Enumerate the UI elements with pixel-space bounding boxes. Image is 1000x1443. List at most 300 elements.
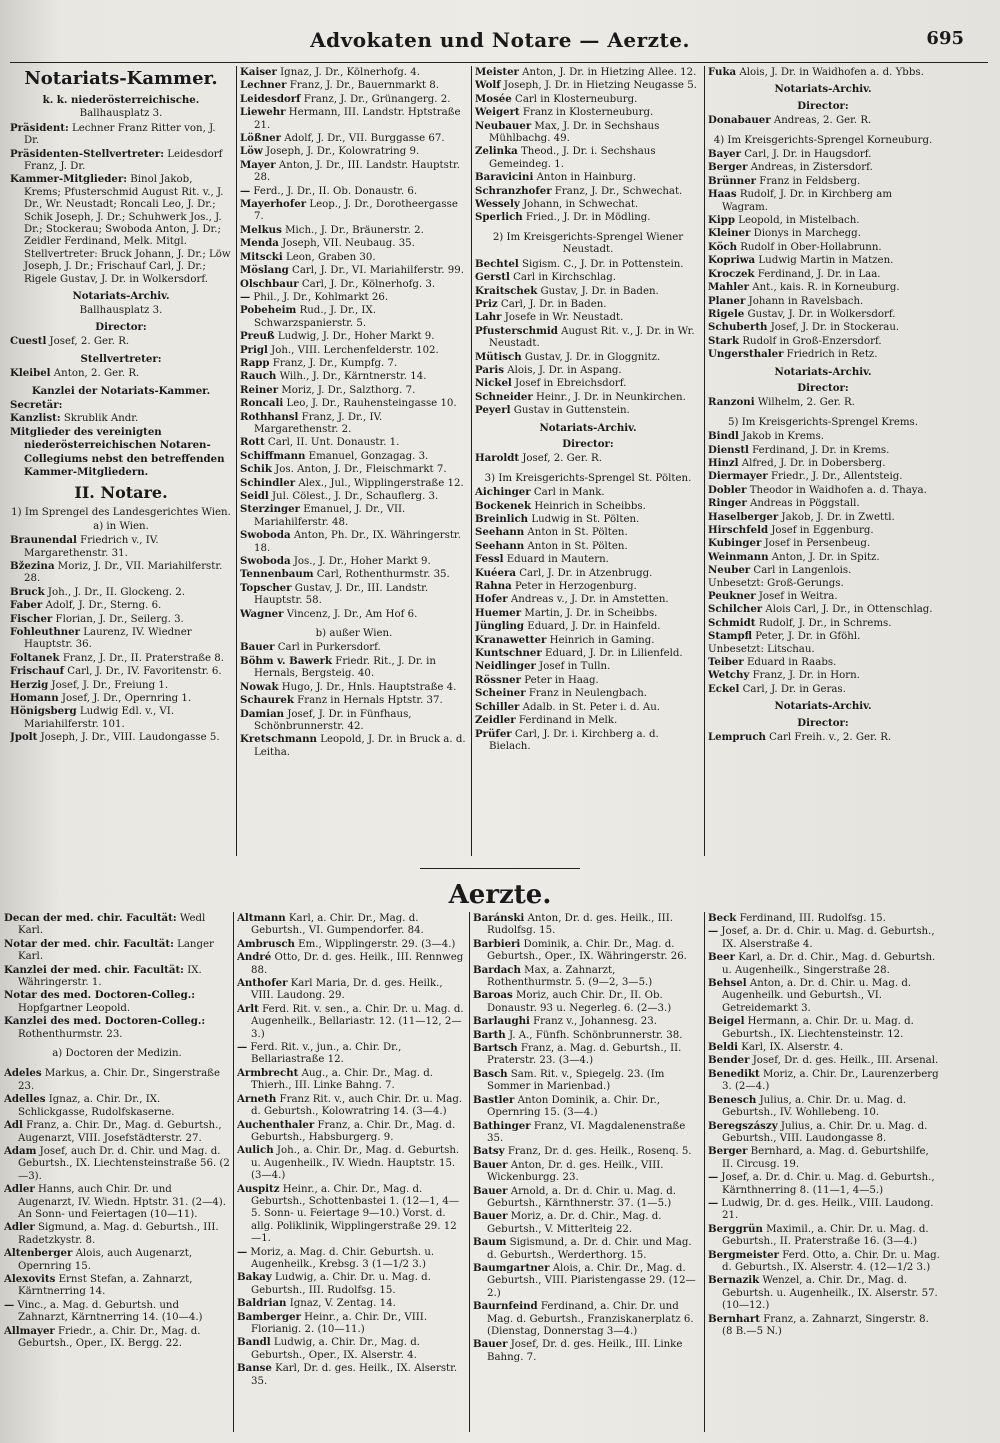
directory-entry <box>240 224 468 237</box>
directory-entry <box>240 79 468 92</box>
entry-name: Baránski <box>473 912 525 924</box>
column-aerzte-1 <box>4 912 230 1432</box>
directory-entry <box>237 938 465 951</box>
directory-entry <box>10 731 232 744</box>
entry-details: Franz in Neulengbach. <box>525 688 648 700</box>
entry-details: Langer Karl. <box>18 938 214 963</box>
entry-details: Ludwig, a. Chir. Dr. u. Mag. d. Geburtsh., III. Rudolfsg. 15. <box>251 1272 431 1296</box>
entry-details: Ferdinand, J. Dr. in Laa. <box>754 268 881 280</box>
directory-entry <box>237 1362 465 1388</box>
directory-entry <box>475 647 701 660</box>
entry-name: Mayer <box>240 158 276 171</box>
directory-entry <box>475 486 701 499</box>
directory-entry <box>240 555 468 568</box>
entry-name: Jüngling <box>475 620 525 633</box>
directory-entry <box>475 526 701 539</box>
entry-name: Möslang <box>240 264 289 277</box>
entry-name: Adler <box>4 1183 35 1196</box>
directory-entry <box>708 951 940 977</box>
entry-details: Mich., J. Dr., Bräunerstr. 2. <box>281 224 424 236</box>
entry-details: Rothenthurmstr. 23. <box>18 1028 123 1040</box>
entry-name: Faber <box>10 599 43 612</box>
directory-entry <box>240 264 468 277</box>
entry-details: Leidesdorf Franz, J. Dr. <box>24 148 223 173</box>
directory-entry <box>240 330 468 343</box>
entry-details: Franz in Feldsberg. <box>756 175 861 187</box>
entry-name: Huemer <box>475 606 522 619</box>
entry-name: Bockenek <box>475 499 532 512</box>
column-aerzte-4 <box>708 912 940 1432</box>
entry-details: Johann in Ravelsbach. <box>745 295 864 307</box>
entry-details: Franz, VI. Magdalenenstraße 35. <box>487 1120 686 1144</box>
entry-name: Haas <box>708 188 737 201</box>
entry-details: Josefe in Wr. Neustadt. <box>501 312 624 324</box>
directory-entry <box>240 450 468 463</box>
entry-details: Ferd. Rit. v. sen., a. Chir. Dr. u. Mag. d. Augenheilk., Bellariastr. 12. (11—12, 2—3.) <box>251 1003 464 1040</box>
directory-entry <box>475 567 701 580</box>
section-heading: Notariats-Kammer. <box>24 68 218 89</box>
entry-name: Jpolt <box>10 731 38 744</box>
entry-details: Alfred, J. Dr. in Dobersberg. <box>738 457 886 469</box>
directory-entry <box>473 964 701 990</box>
directory-entry <box>4 1119 230 1145</box>
directory-entry <box>240 477 468 490</box>
entry-details: Ignaz, V. Zentag. 14. <box>286 1298 396 1310</box>
centered-caption: a) Doctoren der Medizin. <box>52 1048 182 1060</box>
entry-name: Leidesdorf <box>240 92 301 105</box>
directory-entry <box>240 66 468 79</box>
directory-entry <box>4 1183 230 1221</box>
directory-entry <box>475 404 701 417</box>
entry-details: Anton, Ph. Dr., IX. Währingerstr. 18. <box>254 530 461 554</box>
entry-details: Wedl Karl. <box>18 913 206 937</box>
directory-entry <box>708 188 938 214</box>
entry-details: Heinr., a. Chir. Dr., Mag. d. Geburtsh., Schottenbastei 1. (12—1, 4—5. Sonn- u. Feiertage 9—10.) Vorst. d. allg. Poliklinik, Wipplingerstraße 29. 12—1. <box>251 1183 460 1245</box>
directory-entry <box>240 681 468 694</box>
directory-entry <box>475 701 701 714</box>
column-notare-sprengel <box>475 66 701 856</box>
entry-details: Josef, 2. Ger. R. <box>519 453 602 465</box>
entry-name: Aulich <box>237 1144 274 1157</box>
directory-entry <box>4 964 230 990</box>
directory-entry <box>475 120 701 146</box>
entry-details: Ludwig, Dr. d. ges. Heilk., VIII. Laudong. 21. <box>718 1197 934 1222</box>
column-notariats-kammer <box>10 66 232 856</box>
entry-name: Kraitschek <box>475 284 538 297</box>
subsection-heading: Director: <box>797 381 849 394</box>
entry-details: Hermann, a. Chir. Dr. u. Mag. d. Geburtsh., IX. Liechtensteinstr. 12. <box>722 1016 914 1040</box>
directory-entry <box>475 298 701 311</box>
directory-entry <box>475 258 701 271</box>
entry-name: Stampfl <box>708 630 752 643</box>
entry-name: Seehann <box>475 526 525 539</box>
entry-name: Eckel <box>708 682 740 695</box>
directory-entry <box>10 665 232 678</box>
entry-details: Franz, J. Dr., Kumpfg. 7. <box>269 357 398 369</box>
directory-entry <box>237 1246 465 1272</box>
directory-entry <box>475 540 701 553</box>
directory-entry <box>475 325 701 351</box>
entry-details: Heinr., a. Chir. Dr., VIII. Florianig. 2. (10—11.) <box>251 1311 428 1335</box>
entry-details: Franz, J. Dr., Schwechat. <box>551 185 683 197</box>
entry-name: — <box>240 184 251 197</box>
directory-entry <box>4 1093 230 1119</box>
subsection-heading: Stellvertreter: <box>80 352 162 365</box>
entry-name: Baurnfeind <box>473 1300 538 1313</box>
subsection-heading: Kanzlei der Notariats-Kammer. <box>31 384 211 397</box>
directory-entry <box>708 308 938 321</box>
entry-details: Anton, a. Dr. d. Chir. u. Mag. d. Augenheilk. und Geburtsh., VI. Getreidemarkt 3. <box>722 978 912 1014</box>
entry-details: Joh., a. Chir. Dr., Mag. d. Geburtsh. u. Augenheilk., IV. Wiedn. Hauptstr. 15. (3—4.) <box>251 1145 460 1182</box>
entry-name: Kanzlei des med. Doctoren-Colleg.: <box>4 1015 206 1028</box>
entry-name: Bauer <box>473 1210 508 1223</box>
entry-details: Markus, a. Chir. Dr., Singerstraße 23. <box>18 1068 221 1092</box>
directory-entry <box>708 497 938 510</box>
entry-details: Josef, 2. Ger. R. <box>46 336 130 348</box>
entry-name: Sterzinger <box>240 503 300 516</box>
subsection-heading: Notariats-Archiv. <box>774 700 872 713</box>
entry-details: Moriz, auch Chir. Dr., II. Ob. Donaustr. 93 u. Negerleg. 6. (2—3.) <box>487 990 672 1014</box>
entry-details: Florian, J. Dr., Seilerg. 3. <box>52 613 184 625</box>
entry-name: Fischer <box>10 612 53 625</box>
entry-details: Franz v., Johannesg. 23. <box>529 1016 657 1028</box>
directory-entry <box>473 1068 701 1094</box>
entry-name: Hönigsberg <box>10 705 77 718</box>
entry-details: Gustav, J. Dr. in Wolkersdorf. <box>744 308 896 320</box>
entry-details: Emanuel, J. Dr., VII. Mariahilferstr. 48. <box>254 504 406 528</box>
entry-details: Anton, J. Dr. in Spitz. <box>768 551 880 563</box>
entry-details: Josef in Tulln. <box>535 661 611 673</box>
entry-details: Dominik, a. Chir. Dr., Mag. d. Geburtsh., Oper., IX. Währingerstr. 26. <box>487 938 687 963</box>
directory-entry <box>475 452 701 465</box>
entry-details: Carl, J. Dr. i. Kirchberg a. d. Bielach. <box>489 728 659 752</box>
directory-entry <box>708 656 938 669</box>
directory-entry <box>240 278 468 291</box>
directory-entry <box>10 613 232 626</box>
entry-details: Ferd. Otto, a. Chir. Dr. u. Mag. d. Geburtsh., IX. Alserstr. 4. (12—1/2 3.) <box>722 1249 940 1273</box>
entry-details: Jos., J. Dr., Hoher Markt 9. <box>290 556 431 568</box>
entry-details: Hugo, J. Dr., Hnls. Hauptstraße 4. <box>278 681 457 693</box>
entry-name: Zeidler <box>475 714 516 727</box>
entry-name: Barth <box>473 1028 506 1041</box>
subsection-heading: Notariats-Archiv. <box>72 290 170 303</box>
entry-details: Karl, IX. Alserstr. 4. <box>737 1042 844 1054</box>
entry-name: Brünner <box>708 174 757 187</box>
directory-entry <box>240 411 468 437</box>
directory-entry <box>475 311 701 324</box>
directory-entry <box>240 132 468 145</box>
entry-details: Ludwig, J. Dr., Hoher Markt 9. <box>274 331 435 343</box>
entry-details: Sigism. C., J. Dr. in Pottenstein. <box>518 258 684 270</box>
entry-details: Unbesetzt: Groß-Gerungs. <box>708 577 844 589</box>
column-divider <box>471 66 472 856</box>
directory-entry <box>708 1223 940 1249</box>
subsection-heading: Director: <box>797 716 849 729</box>
entry-name: Nowak <box>240 680 279 693</box>
directory-entry <box>10 560 232 586</box>
entry-name: Teiber <box>708 656 744 669</box>
entry-details: Max, J. Dr. in Sechshaus Mühlbachg. 49. <box>489 120 660 145</box>
entry-details: Skrublik Andr. <box>60 413 139 425</box>
centered-caption: 5) Im Kreisgerichts-Sprengel Krems. <box>728 416 918 428</box>
entry-name: Hirschfeld <box>708 524 769 536</box>
page-title: Advokaten und Notare — Aerzte. <box>310 28 690 52</box>
directory-entry <box>473 1159 701 1185</box>
entry-name: Adeles <box>4 1067 42 1080</box>
entry-name: Haselberger <box>708 510 779 523</box>
entry-details: Andreas in Pöggstall. <box>746 498 860 510</box>
column-divider <box>236 66 237 856</box>
entry-details: J. A., Fünfh. Schönbrunnerstr. 38. <box>505 1029 683 1041</box>
entry-details: Ignaz, J. Dr., Kölnerhofg. 4. <box>276 67 420 78</box>
entry-details: Ignaz, a. Chir. Dr., IX. Schlickgasse, Rudolfskaserne. <box>18 1094 175 1118</box>
entry-name: Pfusterschmid <box>475 324 558 337</box>
entry-details: Gustav in Guttenstein. <box>510 405 630 417</box>
directory-entry <box>708 1274 940 1312</box>
entry-name: Kuntschner <box>475 647 542 660</box>
entry-name: Kipp <box>708 214 735 227</box>
directory-entry <box>4 1015 230 1041</box>
entry-name: Breinlich <box>475 513 529 525</box>
entry-name: Bernhart <box>708 1312 760 1325</box>
entry-details: Carl, J. Dr. in Atzenbrugg. <box>515 567 653 579</box>
entry-details: Josef, a. Dr. d. Chir. u. Mag. d. Geburtsh., IX. Alserstraße 4. <box>718 926 935 950</box>
entry-details: Karl, a. Dr. d. Chir., Mag. d. Geburtsh. u. Augenheilk., Singerstraße 28. <box>722 952 936 976</box>
entry-name: Bindl <box>708 430 739 443</box>
directory-entry <box>708 925 940 951</box>
column-divider <box>469 912 470 1432</box>
directory-entry <box>473 1210 701 1236</box>
entry-details: Ludwig in St. Pölten. <box>528 514 640 525</box>
entry-details: Ferdinand, a. Chir. Dr. und Mag. d. Geburtsh., Franziskanerplatz 6. (Dienstag, Donnerstag 3—4.) <box>487 1301 694 1337</box>
directory-entry <box>10 586 232 599</box>
entry-details: Carl in Langenlois. <box>750 565 852 577</box>
entry-name: Kopriwa <box>708 254 756 267</box>
entry-details: Rudolf, J. Dr. in Kirchberg am Wagram. <box>722 189 892 213</box>
entry-name: Planer <box>708 294 746 307</box>
directory-entry <box>4 1247 230 1273</box>
entry-details: Karl Maria, Dr. d. ges. Heilk., VIII. Laudong. 29. <box>251 978 443 1002</box>
entry-name: Ranzoni <box>708 396 755 409</box>
entry-details: Carl in Kirchschlag. <box>509 272 616 284</box>
entry-name: Swoboda <box>240 529 291 542</box>
entry-details: Carl Freih. v., 2. Ger. R. <box>765 732 892 744</box>
directory-entry <box>240 106 468 132</box>
directory-entry <box>4 1273 230 1299</box>
directory-entry <box>473 1145 701 1158</box>
directory-entry <box>708 66 938 79</box>
entry-name: Schmidt <box>708 616 756 629</box>
directory-entry <box>708 1197 940 1223</box>
section-heading: II. Notare. <box>74 483 168 503</box>
entry-name: Batsy <box>473 1145 505 1158</box>
entry-details: Peter in Haag. <box>521 674 599 686</box>
entry-details: Carl, Rothenthurmstr. 35. <box>313 569 450 581</box>
entry-name: Schilcher <box>708 603 763 616</box>
section-title-aerzte: Aerzte. <box>448 880 552 910</box>
entry-name: Schindler <box>240 476 296 489</box>
entry-details: Sigismund, a. Dr. d. Chir. und Mag. d. Geburtsh., Werderthorg. 15. <box>487 1237 692 1261</box>
entry-name: Böhm v. Bawerk <box>240 654 333 667</box>
directory-entry <box>4 1067 230 1093</box>
entry-name: Beer <box>708 951 735 964</box>
entry-details: Moriz, a. Dr. d. Chir., Mag. d. Geburtsh., V. Mitterlteig 22. <box>487 1211 662 1235</box>
entry-details: Alois, auch Augenarzt, Opernring 15. <box>18 1248 193 1272</box>
directory-entry <box>240 733 468 759</box>
entry-name: Auspitz <box>237 1182 280 1195</box>
entry-details: Bernhard, a. Mag. d. Geburtshilfe, II. Circusg. 19. <box>722 1146 929 1170</box>
directory-entry <box>475 500 701 513</box>
entry-details: Eduard in Raabs. <box>743 657 837 669</box>
directory-entry <box>475 66 701 79</box>
directory-entry <box>708 1015 940 1041</box>
entry-name: Ungersthaler <box>708 348 784 361</box>
entry-details: Eduard in Mautern. <box>503 554 609 566</box>
directory-entry <box>708 321 938 334</box>
entry-details: Franz, a. Zahnarzt, Singerstr. 8. (8 B.—5 N.) <box>722 1313 929 1337</box>
entry-details: Joseph, J. Dr., Kolowratring 9. <box>262 146 420 158</box>
entry-name: Dienstl <box>708 443 749 456</box>
directory-entry <box>237 1183 465 1246</box>
entry-details: Dionys in Marchegg. <box>750 228 861 240</box>
directory-entry <box>475 106 701 119</box>
entry-name: Köch <box>708 240 738 253</box>
entry-name: Beldi <box>708 1041 738 1054</box>
entry-name: Baum <box>473 1236 507 1249</box>
directory-entry <box>475 553 701 566</box>
directory-entry <box>473 1015 701 1028</box>
directory-entry <box>10 173 232 286</box>
entry-details: Franz, a. Mag. d. Geburtsh., II. Praterstr. 23. (3—4.) <box>487 1043 682 1067</box>
directory-entry <box>708 1054 940 1067</box>
entry-details: IX. Währingerstr. 1. <box>18 964 202 989</box>
entry-name: Roncali <box>240 397 284 410</box>
entry-name: Kleiner <box>708 227 751 240</box>
subsection-heading: Notariats-Archiv. <box>539 421 637 434</box>
entry-details: Josef in Ebreichsdorf. <box>511 378 627 390</box>
entry-name: Bartsch <box>473 1042 518 1055</box>
entry-name: Haroldt <box>475 452 520 465</box>
entry-name: Weinmann <box>708 550 769 563</box>
subsection-heading: Director: <box>562 437 614 450</box>
entry-details: Julius, a. Chir. Dr. u. Mag. d. Geburtsh., IV. Wohllebeng. 10. <box>722 1094 907 1119</box>
directory-entry <box>10 367 232 380</box>
entry-details: Laurenz, IV. Wiedner Hauptstr. 36. <box>24 627 192 651</box>
entry-name: Stark <box>708 334 740 347</box>
subsection-heading: k. k. niederösterreichische. <box>42 94 200 106</box>
directory-entry <box>240 655 468 681</box>
entry-details: Ferd. Rit. v., jun., a. Chir. Dr., Bellariastraße 12. <box>247 1042 402 1066</box>
entry-details: Alois Carl, J. Dr., in Ottenschlag. <box>762 604 933 616</box>
entry-name: Reiner <box>240 383 279 396</box>
entry-name: Mayerhofer <box>240 198 307 211</box>
centered-caption: b) außer Wien. <box>315 628 393 640</box>
entry-details: Franz, Dr. d. ges. Heilk., Rosenq. 5. <box>504 1146 692 1158</box>
directory-entry <box>708 630 938 643</box>
entry-name: Mahler <box>708 281 750 294</box>
entry-name: Kranawetter <box>475 633 547 646</box>
entry-name: Bastler <box>473 1093 515 1106</box>
entry-name: Baldrian <box>237 1297 287 1310</box>
directory-entry <box>475 211 701 224</box>
entry-details: Sam. Rit. v., Spiegelg. 23. (Im Sommer in Marienbad.) <box>487 1068 665 1093</box>
entry-details: Gustav, J. Dr. in Baden. <box>537 285 659 297</box>
entry-name: Kubinger <box>708 537 762 550</box>
entry-name: — <box>237 1041 248 1054</box>
entry-name: Lahr <box>475 311 502 324</box>
entry-name: Neuber <box>708 564 751 577</box>
entry-details: Leon, Graben 30. <box>282 251 376 263</box>
directory-entry <box>708 524 938 537</box>
entry-name: Rössner <box>475 673 521 686</box>
entry-name: Rigele <box>708 307 745 320</box>
entry-name: Frischauf <box>10 665 65 678</box>
entry-name: André <box>237 951 272 964</box>
directory-entry <box>708 1171 940 1197</box>
section-rule <box>420 868 580 869</box>
entry-details: Ludwig Martin in Matzen. <box>755 255 894 267</box>
entry-details: Franz, a. Chir. Dr., Mag. d. Geburtsh., Augenarzt, VIII. Josefstädterstr. 27. <box>18 1120 222 1144</box>
directory-entry <box>475 198 701 211</box>
directory-entry <box>708 669 938 682</box>
entry-name: Präsident: <box>10 121 69 134</box>
entry-details: Josef, Dr. d. ges. Heilk., III. Linke Bahng. 7. <box>487 1339 683 1363</box>
entry-details: Maximil., a. Chir. Dr. u. Mag. d. Geburtsh., II. Praterstraße 16. (3—4.) <box>722 1223 929 1248</box>
entry-details: Franz, J. Dr., Grünangerg. 2. <box>300 93 451 105</box>
directory-entry <box>475 607 701 620</box>
directory-entry <box>708 254 938 267</box>
directory-entry <box>473 1120 701 1146</box>
entry-details: Ant., kais. R. in Korneuburg. <box>749 282 900 294</box>
directory-entry <box>708 241 938 254</box>
entry-name: Mitscki <box>240 250 283 263</box>
entry-details: Alois, J. Dr. in Waidhofen a. d. Ybbs. <box>736 67 924 78</box>
entry-details: Leopold, J. Dr. in Bruck a. d. Leitha. <box>254 734 466 758</box>
page-header <box>0 28 1000 58</box>
directory-entry <box>240 384 468 397</box>
directory-entry <box>473 1236 701 1262</box>
spacer <box>475 466 701 472</box>
directory-entry <box>475 185 701 198</box>
entry-name: Anthofer <box>237 977 288 990</box>
directory-entry <box>708 1094 940 1120</box>
directory-entry <box>10 534 232 560</box>
directory-entry <box>237 1067 465 1093</box>
entry-name: Diermayer <box>708 470 768 483</box>
directory-entry <box>237 1311 465 1337</box>
entry-name: Weigert <box>475 106 520 119</box>
entry-name: Altmann <box>237 912 286 924</box>
entry-name: Lechner <box>240 79 287 92</box>
directory-entry <box>708 335 938 348</box>
entry-name: Bender <box>708 1054 750 1067</box>
entry-name: Banse <box>237 1362 272 1375</box>
directory-entry <box>475 271 701 284</box>
directory-entry <box>708 537 938 550</box>
entry-name: Kleibel <box>10 367 51 380</box>
entry-details: Joseph, J. Dr., VIII. Laudongasse 5. <box>37 732 220 744</box>
entry-name: — <box>237 1245 248 1258</box>
entry-name: Baroas <box>473 989 513 1002</box>
entry-name: Scheiner <box>475 687 526 700</box>
entry-details: Franz in Klosterneuburg. <box>519 107 654 119</box>
entry-details: Gustav, J. Dr., III. Landstr. Hauptstr. 58. <box>254 582 429 607</box>
entry-name: Kuéera <box>475 566 516 579</box>
entry-name: Rothhansl <box>240 410 299 423</box>
entry-name: Löw <box>240 145 263 158</box>
column-aerzte-2 <box>237 912 465 1432</box>
entry-name: Schiffmann <box>240 449 306 462</box>
